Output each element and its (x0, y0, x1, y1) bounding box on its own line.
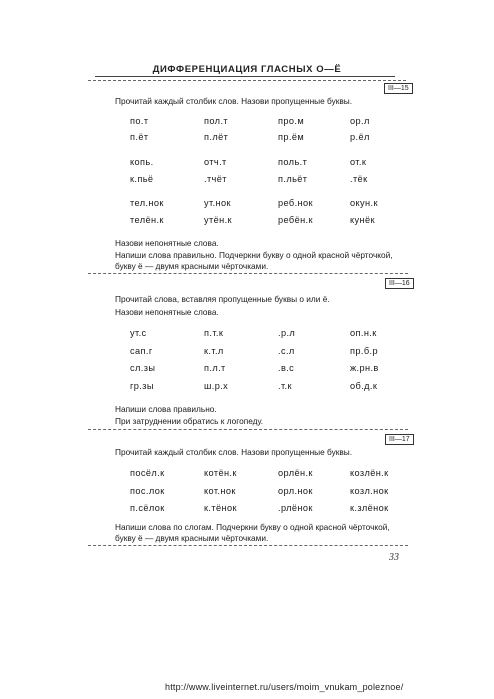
word-cell: .в.с (278, 363, 295, 373)
word-cell: отч.т (204, 157, 227, 167)
word-cell: пр.б.р (350, 346, 378, 356)
word-cell: гр.зы (130, 381, 154, 391)
word-cell: посёл.к (130, 468, 165, 478)
word-cell: п.лёт (204, 132, 229, 142)
word-cell: реб.нок (278, 198, 313, 208)
section-divider (88, 429, 408, 430)
word-cell: кунёк (350, 215, 375, 225)
word-cell: п.ёт (130, 132, 149, 142)
word-cell: к.пьё (130, 174, 154, 184)
word-cell: по.т (130, 116, 149, 126)
word-cell: пол.т (204, 116, 229, 126)
word-cell: орл.нок (278, 486, 313, 496)
exercise-1-note-3: букву ё — двумя красными чёрточками. (115, 261, 269, 271)
word-cell: .тёк (350, 174, 368, 184)
word-cell: сл.зы (130, 363, 156, 373)
exercise-1-badge: III—15 (384, 83, 413, 94)
exercise-3-note-1: Напиши слова по слогам. Подчеркни букву о одной красной чёрточкой, (115, 522, 390, 532)
exercise-3-instruction: Прочитай каждый столбик слов. Назови пропущенные буквы. (115, 447, 353, 457)
word-cell: р.ёл (350, 132, 370, 142)
section-divider (88, 273, 408, 274)
word-cell: к.тёнок (204, 503, 237, 513)
word-cell: копь. (130, 157, 154, 167)
word-cell: телён.к (130, 215, 164, 225)
word-cell: ребён.к (278, 215, 313, 225)
exercise-3-badge: III—17 (385, 434, 414, 445)
word-cell: пос.лок (130, 486, 165, 496)
word-cell: от.к (350, 157, 367, 167)
word-cell: кот.нок (204, 486, 236, 496)
word-cell: .рлёнок (278, 503, 313, 513)
section-divider (88, 545, 408, 546)
word-cell: ут.нок (204, 198, 231, 208)
word-cell: п.л.т (204, 363, 226, 373)
header-rule (95, 76, 395, 77)
word-cell: пр.ём (278, 132, 305, 142)
word-cell: окун.к (350, 198, 378, 208)
word-cell: к.злёнок (350, 503, 389, 513)
page-number: 33 (389, 552, 399, 563)
word-cell: про.м (278, 116, 305, 126)
word-cell: ш.р.х (204, 381, 229, 391)
word-cell: к.т.л (204, 346, 224, 356)
exercise-1-note-1: Назови непонятные слова. (115, 238, 219, 248)
word-cell: утён.к (204, 215, 232, 225)
word-cell: .с.л (278, 346, 295, 356)
exercise-2-instruction: Прочитай слова, вставляя пропущенные буквы о или ё. (115, 294, 330, 304)
exercise-1-note-2: Напиши слова правильно. Подчеркни букву о одной красной чёрточкой, (115, 250, 393, 260)
exercise-1-instruction: Прочитай каждый столбик слов. Назови пропущенные буквы. (115, 96, 353, 106)
header-dashed-rule (88, 80, 406, 81)
word-cell: тел.нок (130, 198, 164, 208)
exercise-2-instruction-2: Назови непонятные слова. (115, 307, 219, 317)
word-cell: ж.рн.в (350, 363, 379, 373)
word-cell: оп.н.к (350, 328, 377, 338)
exercise-2-note-1: Напиши слова правильно. (115, 404, 217, 414)
word-cell: п.т.к (204, 328, 224, 338)
page-header-title: ДИФФЕРЕНЦИАЦИЯ ГЛАСНЫХ О—Ё (152, 64, 342, 75)
word-cell: котён.к (204, 468, 237, 478)
word-cell: .т.к (278, 381, 292, 391)
word-cell: .тчёт (204, 174, 227, 184)
word-cell: орлён.к (278, 468, 313, 478)
word-cell: п.сёлок (130, 503, 165, 513)
word-cell: ор.л (350, 116, 370, 126)
word-cell: ут.с (130, 328, 147, 338)
source-url: http://www.liveinternet.ru/users/moim_vnukam_poleznoe/ (165, 682, 404, 692)
word-cell: .р.л (278, 328, 296, 338)
exercise-2-badge: III—16 (385, 278, 414, 289)
word-cell: козлён.к (350, 468, 389, 478)
word-cell: поль.т (278, 157, 308, 167)
word-cell: п.льёт (278, 174, 308, 184)
exercise-3-note-2: букву ё — двумя красными чёрточками. (115, 533, 269, 543)
exercise-2-note-2: При затруднении обратись к логопеду. (115, 416, 264, 426)
word-cell: об.д.к (350, 381, 378, 391)
word-cell: сап.г (130, 346, 153, 356)
word-cell: козл.нок (350, 486, 389, 496)
